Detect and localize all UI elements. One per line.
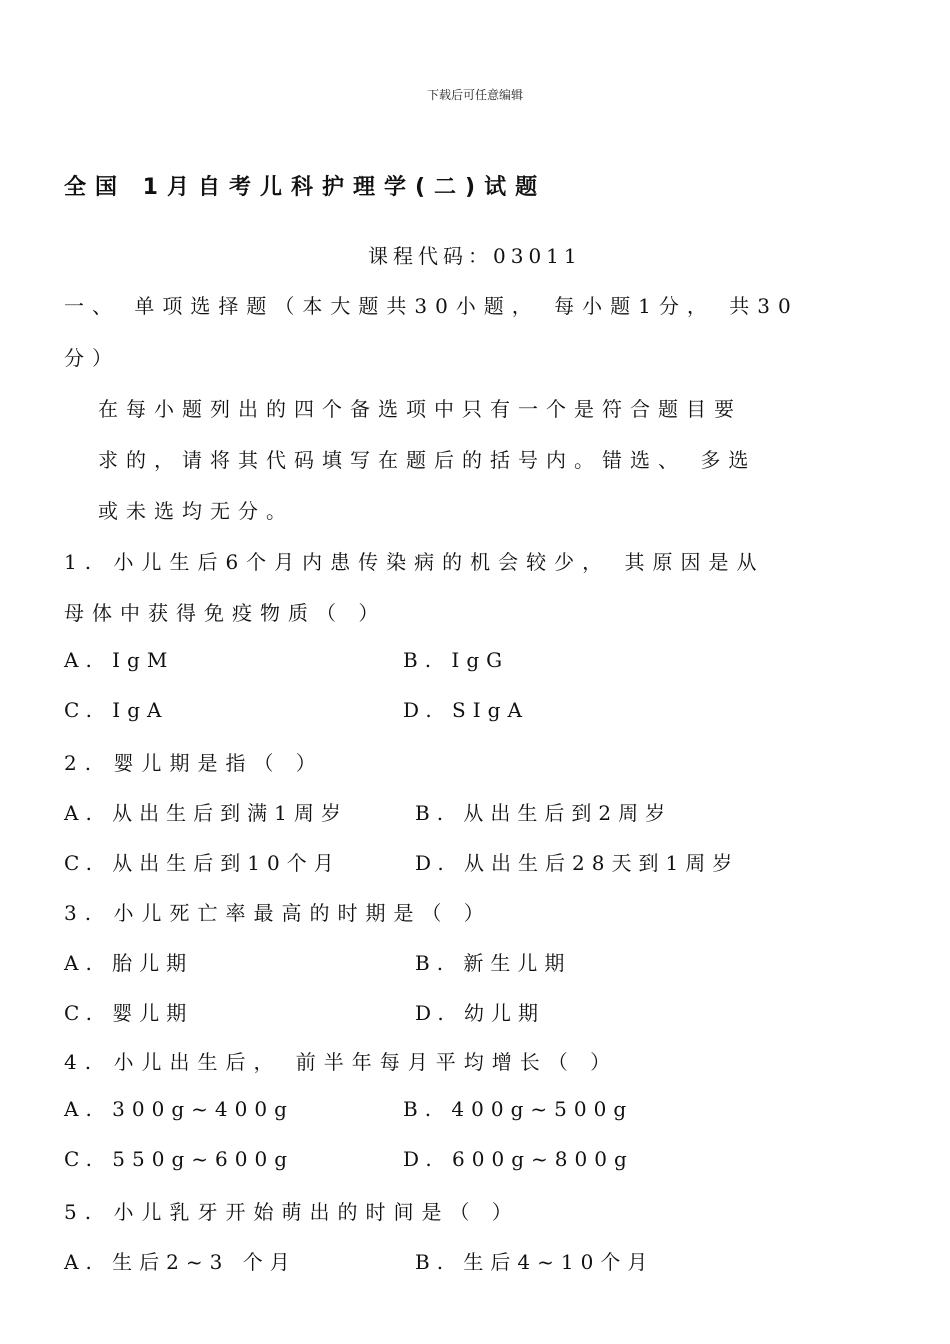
option-b: B. 新生儿期 bbox=[415, 951, 572, 975]
option-a: A. 生后2~3 个月 bbox=[64, 1250, 297, 1274]
option-b: B. 生后4~10个月 bbox=[415, 1250, 655, 1274]
option-c: C. IgA bbox=[64, 698, 169, 722]
option-d: D. 幼儿期 bbox=[415, 1001, 546, 1025]
instruction-text: 或未选均无分。 bbox=[98, 499, 294, 523]
option-c: C. 婴儿期 bbox=[64, 1001, 194, 1025]
section-heading-cont: 分） bbox=[64, 346, 120, 370]
option-b: B. IgG bbox=[403, 648, 510, 672]
question-stem: 2. 婴儿期是指（ ） bbox=[64, 751, 324, 775]
question-stem: 4. 小儿出生后， 前半年每月平均增长（ ） bbox=[64, 1050, 619, 1074]
option-c: C. 从出生后到10个月 bbox=[64, 851, 341, 875]
header-note: 下载后可任意编辑 bbox=[426, 88, 523, 102]
instruction-text: 求的，请将其代码填写在题后的括号内。错选、 多选 bbox=[98, 448, 757, 472]
question-stem-cont: 母体中获得免疫物质（ ） bbox=[64, 601, 387, 625]
instruction-text: 在每小题列出的四个备选项中只有一个是符合题目要 bbox=[98, 397, 742, 421]
option-d: D. 从出生后28天到1周岁 bbox=[415, 851, 740, 875]
option-a: A. 从出生后到满1周岁 bbox=[64, 801, 348, 825]
option-b: B. 400g~500g bbox=[403, 1097, 634, 1121]
option-c: C. 550g~600g bbox=[64, 1147, 295, 1171]
option-a: A. 300g~400g bbox=[64, 1097, 294, 1121]
section-heading: 一、 单项选择题（本大题共30小题， 每小题1分， 共30 bbox=[64, 294, 799, 318]
document-title: 全国 1月自考儿科护理学(二)试题 bbox=[64, 175, 547, 200]
course-code: 课程代码：03011 bbox=[368, 244, 582, 268]
question-stem: 1. 小儿生后6个月内患传染病的机会较少， 其原因是从 bbox=[64, 550, 765, 574]
option-b: B. 从出生后到2周岁 bbox=[415, 801, 673, 825]
question-stem: 5. 小儿乳牙开始萌出的时间是（ ） bbox=[64, 1200, 520, 1224]
question-stem: 3. 小儿死亡率最高的时期是（ ） bbox=[64, 901, 492, 925]
option-a: A. 胎儿期 bbox=[64, 951, 194, 975]
option-a: A. IgM bbox=[64, 648, 175, 672]
option-d: D. SIgA bbox=[403, 698, 529, 722]
option-d: D. 600g~800g bbox=[403, 1147, 634, 1171]
